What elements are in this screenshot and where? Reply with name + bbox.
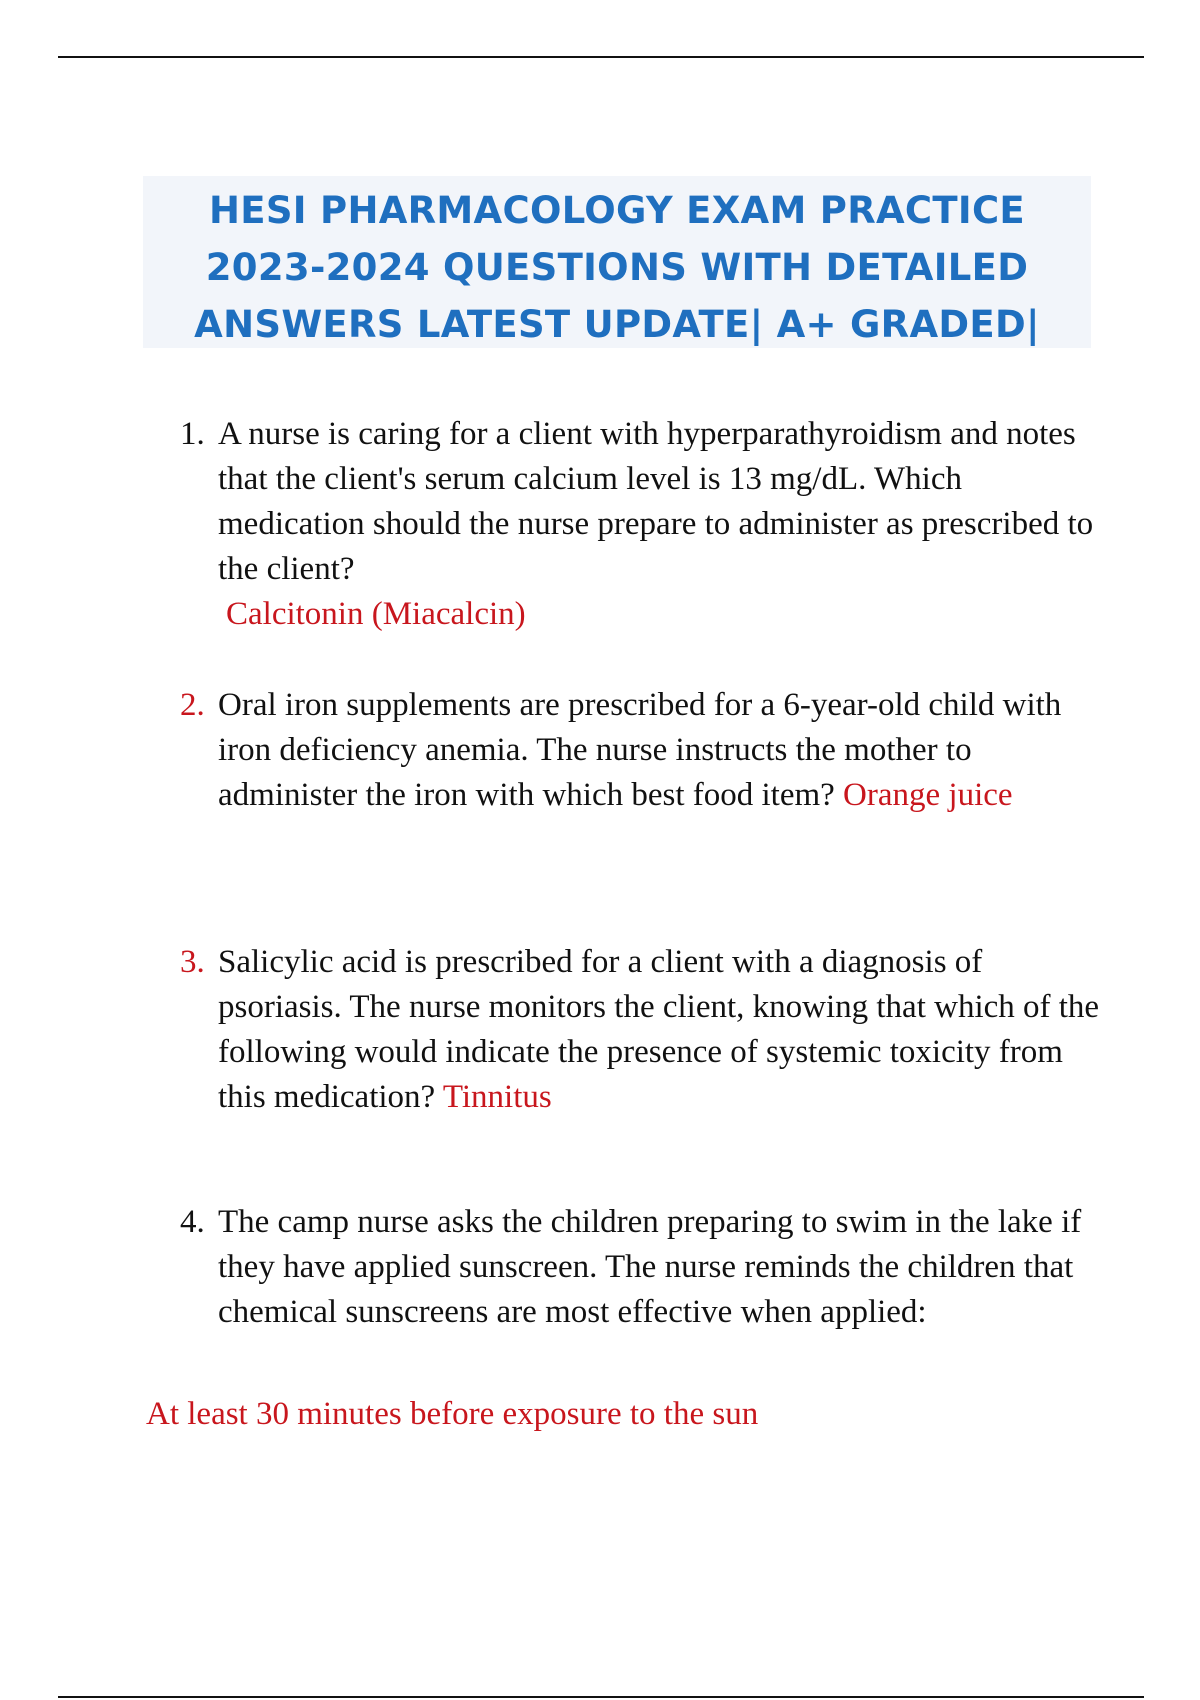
answer-text: Orange juice (843, 777, 1013, 813)
question-text: Salicylic acid is prescribed for a client with a diagnosis of psoriasis. The nurse monitors the client, knowing that which of the following would indicate the presence of systemic toxicity from this medication? (218, 944, 1100, 1115)
question-number: 4. (180, 1204, 205, 1240)
question-2 (180, 683, 1100, 818)
question-number: 1. (180, 416, 205, 452)
question-number: 3. (180, 944, 205, 980)
top-rule (58, 56, 1144, 58)
title-line-2: 2023-2024 QUESTIONS WITH DETAILED (205, 246, 1029, 289)
document-title (143, 176, 1091, 348)
title-line-1: HESI PHARMACOLOGY EXAM PRACTICE (208, 189, 1026, 232)
answer-text: At least 30 minutes before exposure to the sun (146, 1396, 759, 1432)
answer-text: Calcitonin (Miacalcin) (226, 596, 526, 632)
title-line-3: ANSWERS LATEST UPDATE| A+ GRADED| (194, 303, 1040, 346)
question-text: Oral iron supplements are prescribed for a 6-year-old child with iron deficiency anemia. The nurse instructs the mother to administer the iron with which best food item? (218, 687, 1062, 813)
question-text: A nurse is caring for a client with hyperparathyroidism and notes that the client's serum calcium level is 13 mg/dL. Which medication should the nurse prepare to administer as prescribed to the client? (218, 416, 1094, 587)
question-4 (180, 1200, 1100, 1335)
question-number: 2. (180, 687, 205, 723)
bottom-rule (58, 1696, 1144, 1698)
answer-text: Tinnitus (442, 1079, 552, 1115)
question-3 (180, 940, 1100, 1120)
question-text: The camp nurse asks the children preparing to swim in the lake if they have applied sunscreen. The nurse reminds the children that chemical sunscreens are most effective when applied: (218, 1204, 1082, 1330)
question-1 (180, 412, 1100, 637)
